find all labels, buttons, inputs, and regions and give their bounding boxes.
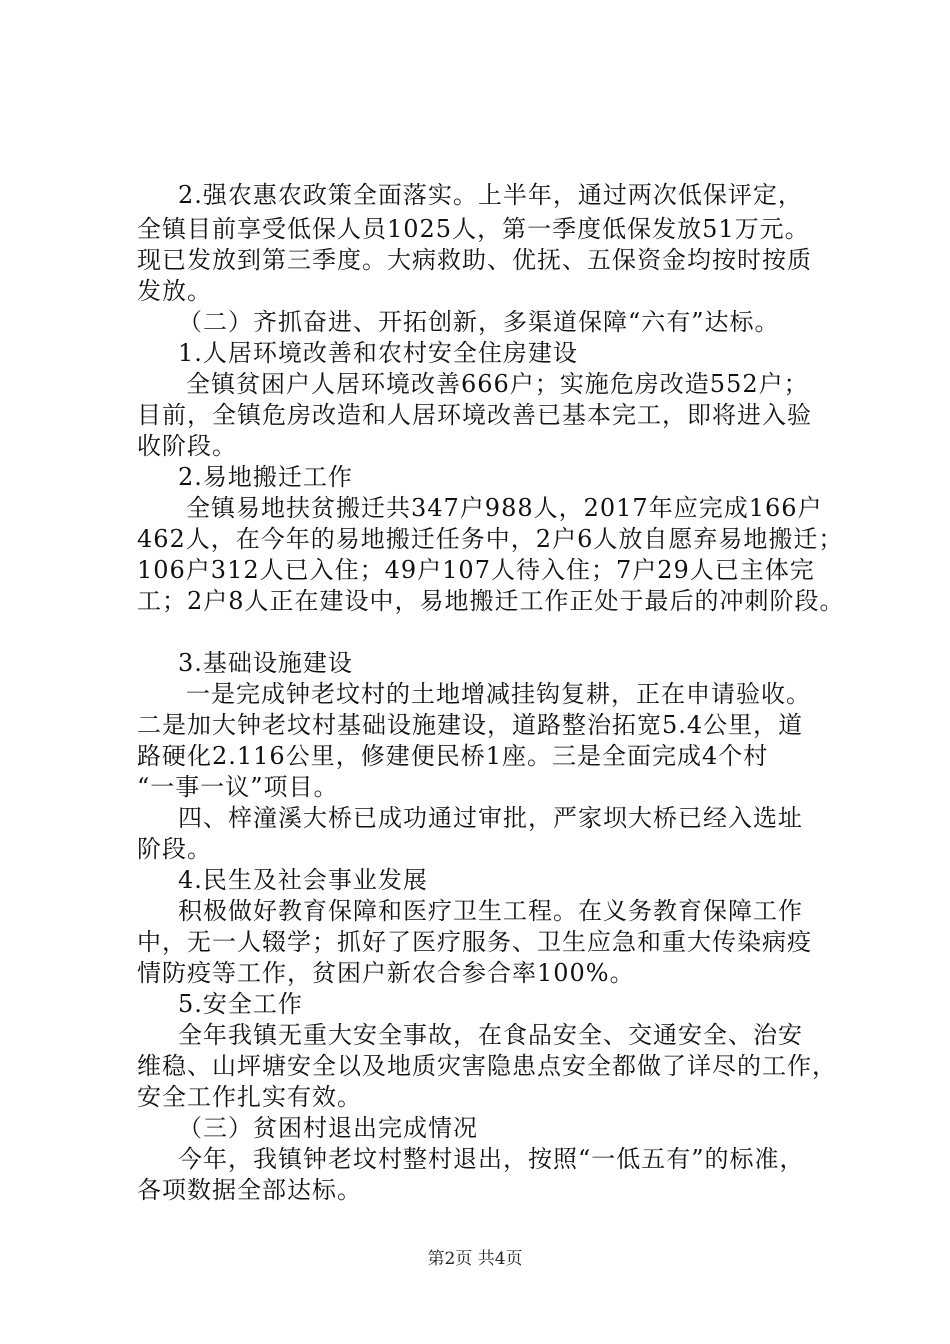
text-line: 全年我镇无重大安全事故，在食品安全、交通安全、治安 (178, 1021, 803, 1049)
text-line: 积极做好教育保障和医疗卫生工程。在义务教育保障工作 (178, 897, 803, 925)
text-line: 中，无一人辍学；抓好了医疗服务、卫生应急和重大传染病疫 (137, 928, 812, 956)
text-line: “一事一议”项目。 (137, 773, 339, 801)
text-line: 现已发放到第三季度。大病救助、优抚、五保资金均按时按质 (137, 246, 812, 274)
text-line: 全镇目前享受低保人员1025人，第一季度低保发放51万元。 (137, 215, 810, 243)
text-line: 工；2户8人正在建设中，易地搬迁工作正处于最后的冲刺阶段。 (137, 587, 845, 615)
text-line: 路硬化2.116公里，修建便民桥1座。三是全面完成4个村 (137, 742, 769, 770)
page-number: 第2页 共4页 (427, 1249, 523, 1269)
section-heading: （二）齐抓奋进、开拓创新，多渠道保障“六有”达标。 (178, 308, 780, 336)
subsection-heading: 5.安全工作 (178, 990, 303, 1018)
text-line: 安全工作扎实有效。 (137, 1083, 362, 1111)
text-line: 维稳、山坪塘安全以及地质灾害隐患点安全都做了详尽的工作， (137, 1052, 837, 1080)
text-line: 阶段。 (137, 835, 212, 863)
subsection-heading: 2.易地搬迁工作 (178, 463, 353, 491)
text-line: 四、梓潼溪大桥已成功通过审批，严家坝大桥已经入选址 (178, 804, 803, 832)
text-line: 106户312人已入住；49户107人待入住；7户29人已主体完 (137, 556, 815, 584)
text-line: 收阶段。 (137, 432, 237, 460)
text-line: 一是完成钟老坟村的土地增减挂钩复耕，正在申请验收。 (186, 680, 811, 708)
section-heading: （三）贫困村退出完成情况 (178, 1114, 478, 1142)
text-line: 二是加大钟老坟村基础设施建设，道路整治拓宽5.4公里，道 (137, 711, 804, 739)
text-line: 全镇贫困户人居环境改善666户；实施危房改造552户； (186, 370, 809, 398)
text-line: 今年，我镇钟老坟村整村退出，按照“一低五有”的标准， (178, 1145, 805, 1173)
text-line: 目前，全镇危房改造和人居环境改善已基本完工，即将进入验 (137, 401, 812, 429)
text-line: 情防疫等工作，贫困户新农合参合率100%。 (137, 959, 635, 987)
text-line: 2.强农惠农政策全面落实。上半年，通过两次低保评定， (178, 181, 803, 209)
subsection-heading: 4.民生及社会事业发展 (178, 866, 428, 894)
subsection-heading: 3.基础设施建设 (178, 649, 353, 677)
text-line: 462人，在今年的易地搬迁任务中，2户6人放自愿弃易地搬迁； (137, 525, 844, 553)
text-line: 各项数据全部达标。 (137, 1176, 362, 1204)
text-line: 发放。 (137, 277, 212, 305)
text-line: 全镇易地扶贫搬迁共347户988人，2017年应完成166户 (186, 494, 823, 522)
subsection-heading: 1.人居环境改善和农村安全住房建设 (178, 339, 578, 367)
